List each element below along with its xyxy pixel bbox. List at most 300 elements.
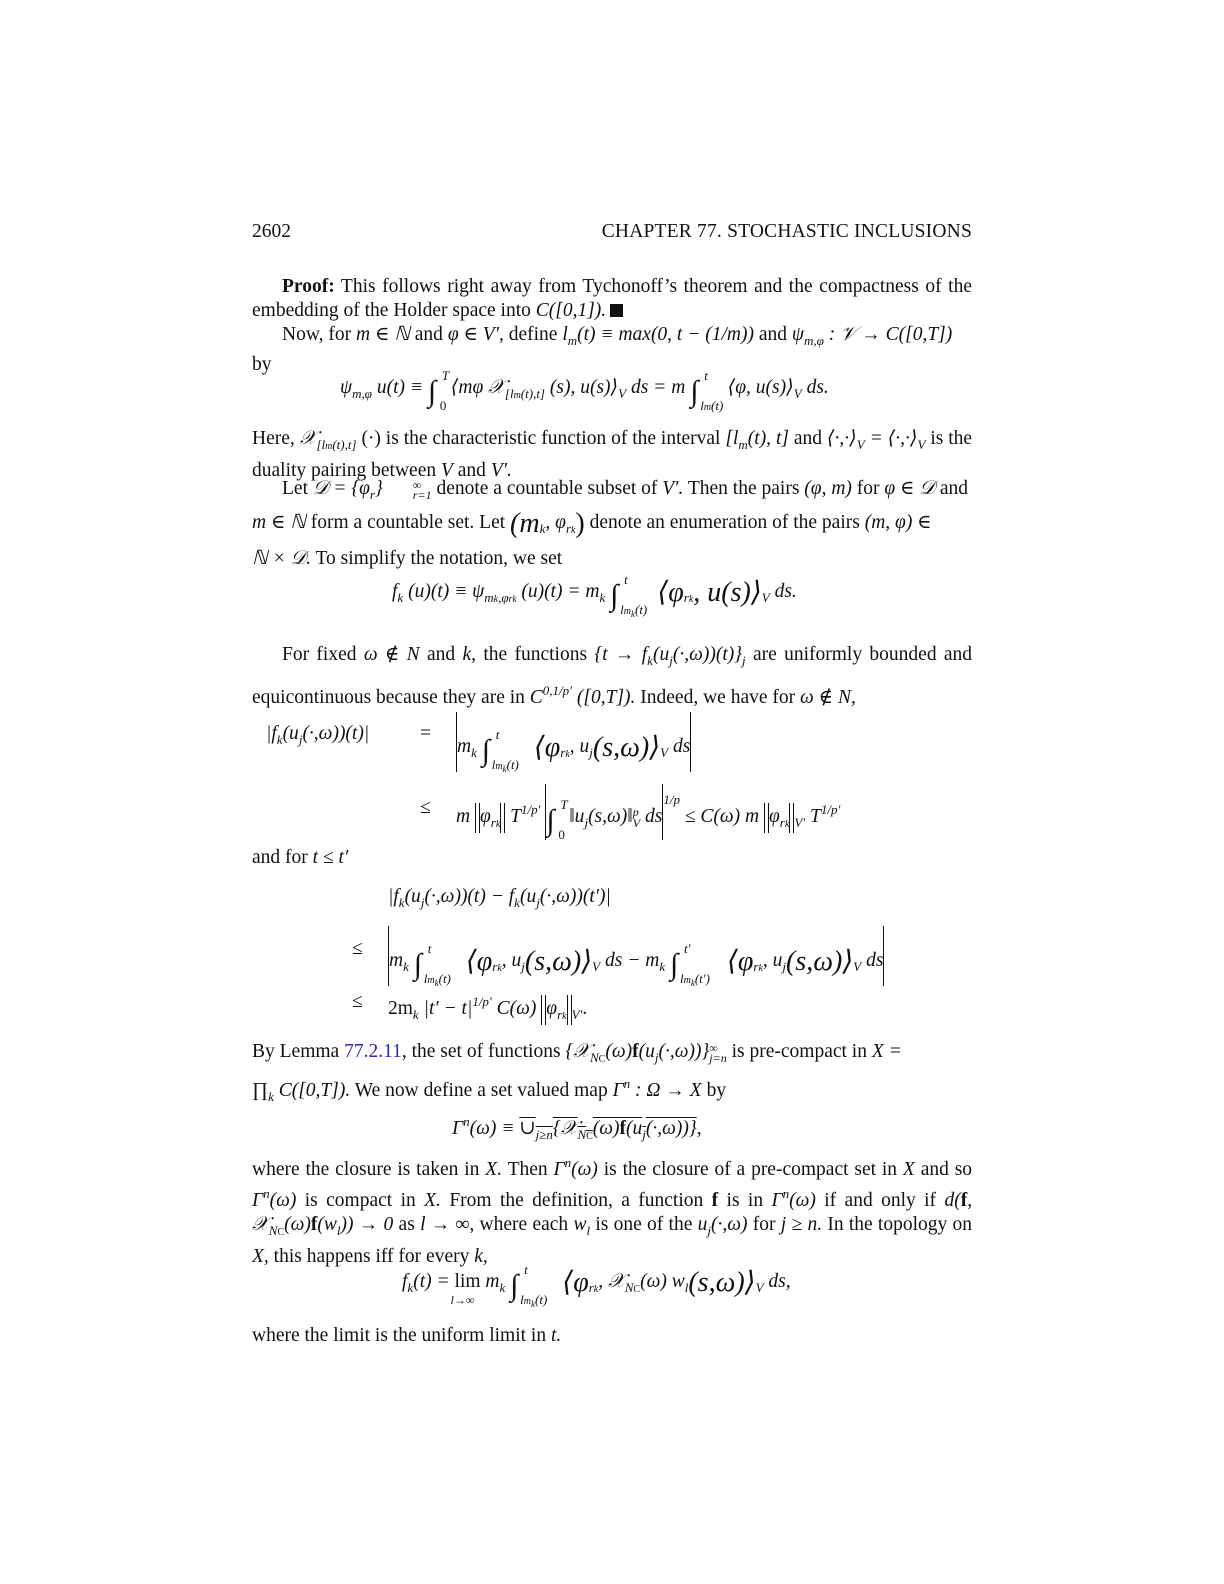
- integral-sign: ∫: [690, 375, 699, 408]
- text: this happens iff for every: [273, 1246, 470, 1267]
- lower-limit-sub: k: [434, 978, 439, 988]
- integral-2: [690, 368, 724, 413]
- math: φ: [479, 806, 491, 827]
- math: , u: [762, 950, 783, 971]
- math: w: [573, 1214, 587, 1235]
- let-paragraph: [252, 475, 972, 573]
- math: (u)(t) = m: [521, 581, 600, 602]
- lower-limit-sub: k: [531, 1299, 536, 1309]
- text: and: [758, 324, 788, 345]
- math: ds: [644, 806, 663, 827]
- math-sub: k: [784, 819, 790, 830]
- math-sub: C: [633, 1284, 641, 1295]
- math: X =: [871, 1041, 902, 1062]
- math: , u: [569, 736, 590, 757]
- math: C(ω): [496, 998, 537, 1019]
- math: (t), t]: [747, 428, 789, 449]
- math: ds.: [774, 581, 797, 602]
- text: For fixed: [282, 644, 357, 665]
- equation-bound-rhs-2: [456, 784, 1176, 840]
- math-sub: (t),t]: [332, 437, 357, 452]
- upper-limit: t: [427, 941, 432, 956]
- math: (u: [282, 723, 299, 744]
- text: denote an enumeration of the pairs: [589, 512, 860, 533]
- math-sub: m: [484, 590, 494, 605]
- math: (ω): [789, 1190, 816, 1211]
- math: : Ω → X: [635, 1080, 702, 1101]
- math-sub: r: [492, 959, 498, 974]
- lower-limit: (t): [634, 602, 648, 617]
- integral-1: [427, 368, 450, 413]
- math-sub: k: [497, 963, 502, 974]
- math: (s,ω)⟩: [688, 1267, 756, 1298]
- integral-sign: ∫: [427, 375, 437, 408]
- math-sub: r: [557, 1007, 563, 1022]
- math: ⟨φ: [657, 577, 684, 608]
- math: lim: [454, 1271, 481, 1292]
- text: is one of the: [595, 1214, 693, 1235]
- math-sub: k: [562, 1011, 567, 1022]
- math-sub: N: [577, 1127, 587, 1142]
- text: by: [252, 354, 272, 375]
- text: and: [939, 478, 968, 499]
- text: denote a countable subset of: [436, 478, 658, 499]
- lemma-link[interactable]: 77.2.11: [344, 1041, 402, 1062]
- math: m: [485, 1271, 500, 1292]
- math: [l: [725, 428, 739, 449]
- math: , u: [501, 950, 522, 971]
- text: as: [398, 1214, 415, 1235]
- upper-limit: T: [560, 797, 568, 812]
- text: is the duality pairing between: [252, 428, 973, 481]
- math: (u: [638, 1041, 655, 1062]
- math: ω ∉ N,: [800, 687, 856, 708]
- lower-limit: l: [700, 398, 704, 413]
- math: (ω) ≡: [469, 1118, 515, 1139]
- math: (φ, m): [804, 478, 852, 499]
- math-sub: k: [599, 590, 606, 605]
- upper-limit: t: [624, 572, 628, 587]
- text: Indeed, we have for: [640, 687, 796, 708]
- math-sub: C: [277, 1227, 285, 1238]
- math: 2m: [388, 998, 413, 1019]
- math-sub: C: [598, 1054, 606, 1065]
- math: ds = m: [630, 377, 686, 398]
- math: 𝒳: [299, 428, 317, 449]
- math: (·,ω))}: [645, 1118, 697, 1139]
- text: where the closure is taken in: [252, 1159, 480, 1180]
- math-sub: k: [514, 895, 520, 910]
- abs-bar-right: [690, 712, 691, 772]
- math-sub: V: [592, 959, 601, 974]
- text: where the limit is the uniform limit in: [252, 1325, 547, 1346]
- math-sup: n: [564, 1155, 572, 1170]
- math-sub: V: [761, 590, 770, 605]
- fixed-omega-paragraph: [252, 640, 972, 713]
- math-sub: k: [276, 732, 283, 747]
- math-sub: k: [471, 745, 477, 760]
- math-sub: m: [325, 441, 333, 452]
- math: (ω): [605, 1041, 633, 1062]
- math-sub: j≥n: [535, 1127, 553, 1142]
- text: by: [706, 1080, 727, 1101]
- math: , u(s)⟩: [693, 577, 762, 608]
- math-sub: r: [560, 745, 566, 760]
- math-sub: k: [593, 1284, 599, 1295]
- math: ⟨φ: [533, 732, 561, 763]
- math: ds − m: [604, 950, 660, 971]
- math: ≤: [352, 938, 363, 959]
- lemma-paragraph: [252, 1040, 972, 1109]
- integral: [413, 941, 451, 988]
- upper-limit: t: [704, 368, 708, 383]
- math-sup: 1/p′: [472, 994, 492, 1009]
- math-sub: l: [586, 1223, 591, 1238]
- text: In the topology on: [827, 1214, 973, 1235]
- text: By Lemma: [252, 1041, 340, 1062]
- lower-limit: 0: [558, 827, 565, 842]
- math: , φ: [545, 512, 566, 533]
- lower-limit-sub: m: [523, 1296, 532, 1307]
- math: ⟨mφ 𝒳: [450, 377, 505, 398]
- math-sub: j: [589, 745, 593, 760]
- math-sub: V: [917, 437, 926, 452]
- math-sub: r: [683, 590, 689, 605]
- integral: [546, 797, 568, 842]
- lower-limit: 0: [439, 398, 447, 413]
- math: ω ∉ N: [363, 644, 420, 665]
- math: Γ: [252, 1190, 264, 1211]
- lower-limit: (t′): [694, 971, 710, 986]
- math-sub: k: [403, 959, 409, 974]
- text: Here,: [252, 428, 295, 449]
- lower-limit-sub: m: [427, 975, 435, 986]
- math: (s,ω)‖: [588, 806, 633, 827]
- math: }: [374, 478, 383, 499]
- integral-sign: ∫: [669, 948, 679, 981]
- math-sub: V: [853, 959, 862, 974]
- text: for: [752, 1214, 776, 1235]
- math-sub: j=n: [709, 1050, 727, 1065]
- math-sub: j: [521, 959, 525, 974]
- text: Let: [282, 478, 308, 499]
- math-sub: j: [654, 1050, 659, 1065]
- math: (m, φ) ∈: [864, 512, 932, 533]
- text: To simplify the notation, we set: [315, 548, 563, 569]
- text: We now define a set valued map: [354, 1080, 608, 1101]
- math: (ω) w: [640, 1271, 685, 1292]
- text: is the closure of a pre-compact set in: [603, 1159, 898, 1180]
- math: ‖u: [569, 806, 585, 827]
- math-sub: r: [369, 487, 375, 502]
- math-sub: m: [567, 333, 578, 348]
- math: = ⟨·,·⟩: [869, 428, 918, 449]
- math-sub: V: [755, 1280, 764, 1295]
- equation-continuity-bottom: [388, 990, 1108, 1029]
- math: d(: [944, 1190, 961, 1211]
- math: V′.: [490, 460, 512, 481]
- text: (·) is the characteristic function of the interval: [361, 428, 721, 449]
- text: and: [457, 460, 486, 481]
- math: φ: [769, 806, 780, 827]
- math: l → ∞,: [420, 1214, 475, 1235]
- math: (·,ω))(t′)|: [539, 886, 611, 907]
- math-bold: f: [711, 1190, 719, 1211]
- text: , the set of functions: [401, 1041, 561, 1062]
- lower-limit: l: [679, 971, 684, 986]
- proof-label: Proof:: [282, 276, 335, 297]
- text: the functions: [483, 644, 588, 665]
- math: ⟨φ: [726, 946, 754, 977]
- math: ds,: [768, 1271, 791, 1292]
- math-sub: l: [336, 1223, 341, 1238]
- math-sub: j: [707, 1223, 711, 1238]
- lower-limit: (t): [506, 757, 519, 772]
- qed-square-icon: [610, 304, 623, 317]
- math-bold: f: [619, 1118, 627, 1139]
- math: (s,ω)⟩: [592, 732, 661, 763]
- math: ): [575, 508, 585, 539]
- math: m ∈ ℕ: [356, 324, 410, 345]
- upper-limit: t: [524, 1262, 528, 1277]
- math-sub: k: [398, 895, 405, 910]
- text: and so: [920, 1159, 973, 1180]
- math: |t′ − t|: [423, 998, 473, 1019]
- math: ψ: [340, 377, 353, 398]
- math: 𝒟 = {φ: [312, 478, 370, 499]
- lower-limit: (t): [438, 971, 451, 986]
- math: ⟨φ: [562, 1267, 589, 1298]
- math-sub: V: [632, 815, 641, 830]
- text: Now, for: [282, 324, 352, 345]
- math-sub: k: [397, 590, 404, 605]
- math: (ω): [592, 1118, 620, 1139]
- math-sub: V′: [794, 815, 806, 830]
- math: ∏: [252, 1080, 269, 1101]
- math: f: [402, 1271, 408, 1292]
- text: is pre-compact in: [731, 1041, 867, 1062]
- lower-limit-sub: k: [502, 764, 507, 774]
- math: ⟨·,·⟩: [826, 428, 857, 449]
- math: (m: [510, 508, 540, 539]
- text: form a countable set. Let: [310, 512, 506, 533]
- integral: [669, 941, 710, 988]
- math: )) → 0: [340, 1214, 394, 1235]
- chapter-title: CHAPTER 77. STOCHASTIC INCLUSIONS: [601, 221, 972, 242]
- math-sub: r: [753, 959, 759, 974]
- math-sub: k: [688, 594, 694, 605]
- math: ψ: [791, 324, 805, 345]
- math: (u: [652, 644, 670, 665]
- math: u(t) ≡: [376, 377, 424, 398]
- math-sub: r: [565, 521, 571, 536]
- math: ⟨φ, u(s)⟩: [727, 377, 794, 398]
- limit-sub: l→∞: [450, 1293, 475, 1307]
- text: and: [793, 428, 822, 449]
- integral-sign: ∫: [481, 734, 490, 767]
- abs-bar-right: [883, 926, 884, 986]
- math: ds.: [806, 377, 829, 398]
- math: m: [456, 806, 471, 827]
- math: l: [562, 324, 568, 345]
- equation-continuity-top: [388, 885, 1108, 915]
- math: (u: [519, 886, 537, 907]
- math: {t → f: [594, 644, 648, 665]
- math-sub: k: [499, 1280, 506, 1295]
- math-sub: [l: [316, 437, 326, 452]
- math: ℕ × 𝒟.: [252, 548, 311, 569]
- equation-gamma-definition: [452, 1110, 1172, 1149]
- text: where each: [479, 1214, 569, 1235]
- math-sub: N: [268, 1223, 278, 1238]
- integral-sign: ∫: [510, 1269, 519, 1302]
- math: t.: [550, 1325, 562, 1346]
- math-sub: V′: [571, 1007, 583, 1022]
- math: t ≤ t′: [312, 847, 349, 868]
- text: From the definition, a function: [449, 1190, 704, 1211]
- math: (s), u(s)⟩: [549, 377, 619, 398]
- norm-bar: [500, 803, 505, 833]
- math-sub: k: [758, 963, 763, 974]
- math-sub: r=1: [412, 487, 432, 502]
- math: ∪: [519, 1118, 536, 1139]
- proof-space: C([0,1]).: [535, 300, 607, 321]
- math: T: [510, 806, 522, 827]
- lower-limit-sub: m: [703, 402, 712, 413]
- running-header: [252, 220, 972, 246]
- math-sup: ∞: [709, 1040, 718, 1055]
- limit-operator: [450, 1270, 481, 1307]
- math: V: [440, 460, 453, 481]
- math-sub: r: [779, 815, 785, 830]
- math-sub: r: [588, 1280, 594, 1295]
- math-sub: k: [659, 959, 666, 974]
- math: =: [420, 723, 431, 744]
- math: (·,ω))(t)}: [672, 644, 743, 665]
- math: (ω): [284, 1214, 311, 1235]
- math: {𝒳: [552, 1118, 578, 1139]
- math: ds: [672, 736, 691, 757]
- lower-limit-sub: k: [690, 978, 695, 988]
- math-sub: j: [669, 653, 673, 668]
- math-sup: n: [782, 1186, 790, 1201]
- math: .: [582, 998, 588, 1019]
- math-sup: n: [623, 1076, 631, 1091]
- math: V′.: [662, 478, 684, 499]
- final-paragraph: [252, 1324, 972, 1348]
- math-sub: k: [539, 521, 546, 536]
- math: X,: [252, 1246, 269, 1267]
- math-sub: m: [513, 390, 521, 401]
- math: k,: [462, 644, 477, 665]
- proof-text: This follows right away from Tychonoff’s theorem and the compactness of the embedding of the Holder space into: [252, 276, 972, 321]
- text: define: [508, 324, 558, 345]
- math-sub: j: [298, 732, 303, 747]
- text: is compact in: [304, 1190, 416, 1211]
- integral: [510, 1262, 548, 1309]
- math: (u)(t) ≡ ψ: [408, 581, 485, 602]
- math-sup: n: [263, 1186, 270, 1201]
- lower-limit: (t): [535, 1292, 548, 1307]
- math: : 𝒱 → C([0,T]): [828, 324, 953, 345]
- math: , 𝒳: [252, 1190, 973, 1235]
- math: (t) =: [413, 1271, 450, 1292]
- math: (s,ω)⟩: [786, 946, 854, 977]
- math: m: [389, 950, 404, 971]
- math-sup: 1/p: [663, 792, 680, 807]
- lower-limit: (t): [711, 398, 724, 413]
- lower-limit: l: [620, 602, 624, 617]
- math: φ ∈ 𝒟: [884, 478, 935, 499]
- equation-psi-definition: [340, 368, 960, 413]
- math: u: [697, 1214, 708, 1235]
- lower-limit: l: [520, 1292, 524, 1307]
- text: for: [856, 478, 880, 499]
- math: ⟨φ: [465, 946, 493, 977]
- math-sup: ∞: [412, 477, 422, 492]
- math-sup: 1/p′: [820, 802, 841, 817]
- math: X.: [424, 1190, 441, 1211]
- math-sub: k: [412, 1007, 419, 1022]
- math: C: [529, 687, 543, 708]
- math-sub: N: [624, 1280, 634, 1295]
- math: |f: [388, 886, 399, 907]
- math-sub: C: [586, 1131, 593, 1142]
- math-sub: j: [642, 1127, 646, 1142]
- math-sup: n: [463, 1114, 470, 1129]
- page-number: 2602: [252, 221, 291, 242]
- math-sup: p: [632, 804, 639, 819]
- equation-bound-rhs-1: [456, 712, 1176, 772]
- math-sub: k: [570, 525, 576, 536]
- upper-limit: t: [495, 727, 500, 742]
- math-sub: r: [508, 594, 513, 605]
- upper-limit: t′: [683, 941, 691, 956]
- lower-limit-sub: m: [495, 761, 503, 772]
- math: (u: [404, 886, 421, 907]
- text: are uniformly bounded and equicontinuous because they are in: [252, 644, 973, 708]
- math-sup: 1/p′: [521, 802, 541, 817]
- math-bold: f: [960, 1190, 968, 1211]
- math: ≤: [352, 991, 363, 1012]
- math: φ: [546, 998, 558, 1019]
- math: (·,ω))}: [658, 1041, 710, 1062]
- math: Γ: [553, 1159, 565, 1180]
- math-sub: k: [565, 749, 570, 760]
- lower-limit-sub: m: [623, 606, 631, 617]
- math-sub: k: [268, 1089, 274, 1104]
- equation-continuity-middle: [388, 926, 1108, 986]
- math-bold: f: [632, 1041, 639, 1062]
- math-sub: k: [495, 819, 501, 830]
- math: ≤: [420, 797, 431, 818]
- math: |f: [266, 723, 277, 744]
- lower-limit: l: [423, 971, 428, 986]
- closure-paragraph: [252, 1151, 972, 1269]
- integral-sign: ∫: [546, 804, 555, 837]
- math-sub: V: [793, 386, 802, 401]
- math: (s,ω)⟩: [524, 946, 593, 977]
- math: ds: [866, 950, 884, 971]
- math: {𝒳: [565, 1041, 590, 1062]
- math: X.: [485, 1159, 503, 1180]
- math: Γ: [771, 1190, 783, 1211]
- math: X: [902, 1159, 915, 1180]
- closure-overline: [519, 1118, 697, 1142]
- text: Then: [507, 1159, 548, 1180]
- math: (ω): [269, 1190, 297, 1211]
- text: Then the pairs: [687, 478, 800, 499]
